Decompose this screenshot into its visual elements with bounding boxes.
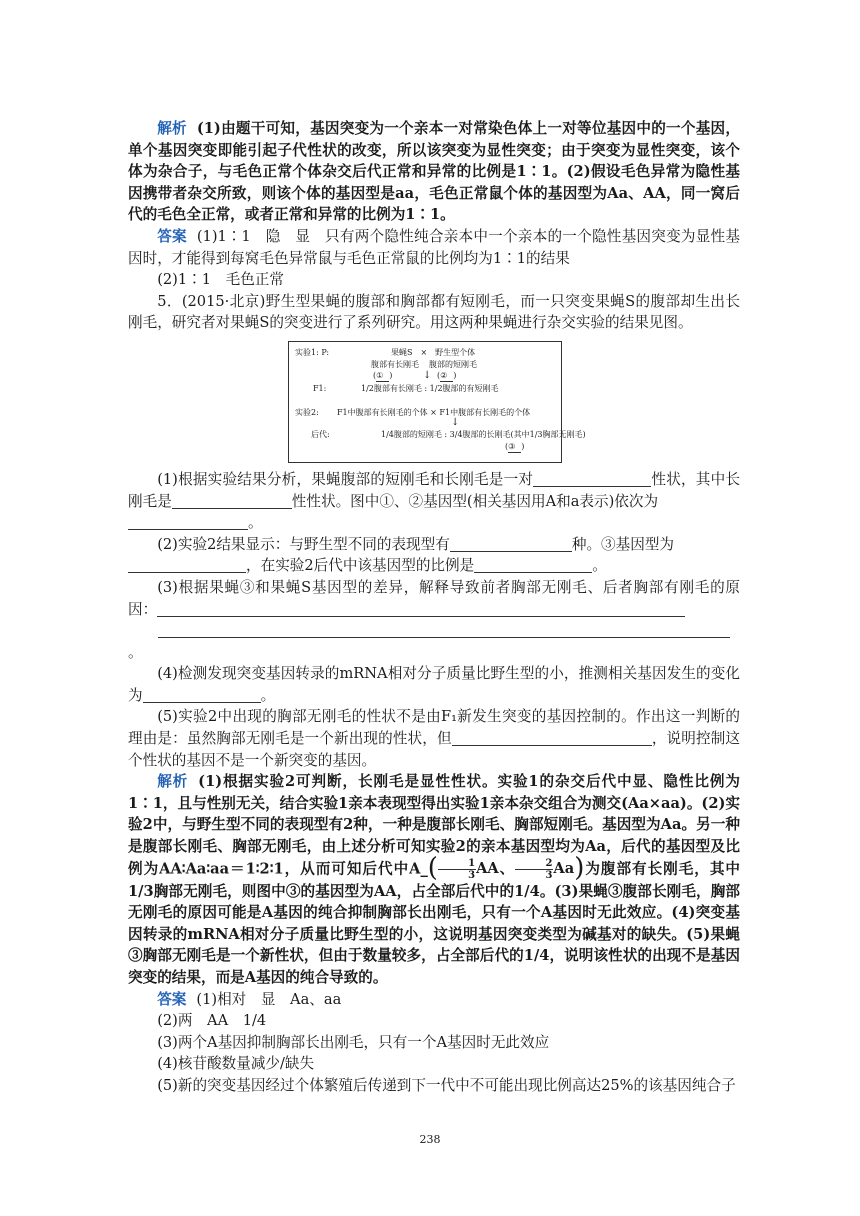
answer-blank[interactable] <box>450 536 572 552</box>
answer-blank[interactable] <box>172 493 292 509</box>
prev-answer-2: (2)1∶1 毛色正常 <box>157 271 284 289</box>
sub-question-2: (2)实验2结果显示：与野生型不同的表现型有 种。③基因型为 ，在实验2后代中该基因型的比例是 。 <box>128 534 740 577</box>
page-content <box>128 118 740 1097</box>
f1-result: 1/2腹部有长刚毛 : 1/2腹部的有短刚毛 <box>361 383 499 393</box>
q5-answer-1: 答案 (1)相对 显 Aa、aa <box>157 990 342 1008</box>
prev-answer-1: 答案 (1)1∶1 隐 显 只有两个隐性纯合亲本中一个亲本的一个隐性基因突变为显性基因时，才能得到每窝毛色异常鼠与毛色正常鼠的比例均为1∶1的结果 <box>128 227 740 267</box>
sub-question-4: (4)检测发现突变基因转录的mRNA相对分子质量比野生型的小，推测相关基因发生的变化为 。 <box>128 665 740 704</box>
exp2-label: 实验2: <box>295 407 319 417</box>
answer-blank[interactable] <box>474 557 592 573</box>
sub-question-5: (5)实验2中出现的胸部无刚毛的性状不是由F₁新发生突变的基因控制的。作出这一判断的理由是：虽然胸部无刚毛是一个新出现的性状，但 ，说明控制这个性状的基因不是一个新突变的基因。 <box>128 708 740 769</box>
exp1-cross: 果蝇S × 野生型个体 <box>391 347 476 357</box>
exp1-parent1: 腹部有长刚毛 <box>371 359 419 369</box>
prev-analysis: 解析 (1)由题干可知，基因突变为一个亲本一对常染色体上一对等位基因中的一个基因，单个基因突变即能引起子代性状的改变，所以该突变为显性突变；由于突变为显性突变，该个体为杂合子，与毛色正常个体杂交后代正常和异常的比例是1∶1。(2)假设毛色异常为隐性基因携带者杂交所致，则该个体的基因型是aa，毛色正常鼠个体的基因型为Aa、AA，同一窝后代的毛色全正常，或者正常和异常的比例为1∶1。 <box>128 120 740 224</box>
analysis-label: 解析 <box>157 773 189 791</box>
answer-blank[interactable] <box>157 601 685 617</box>
blank-circle-1: ① <box>376 371 389 382</box>
sub-question-1: (1)根据实验结果分析，果蝇腹部的短刚毛和长刚毛是一对 性状，其中长刚毛是 性性状。图中①、②基因型(相关基因用A和a表示)依次为 。 <box>128 470 740 532</box>
blank-circle-3: ③ <box>508 442 521 453</box>
arrow-down-icon: ↓ <box>423 369 432 381</box>
answer-blank[interactable] <box>143 687 261 703</box>
exp2-cross: F1中腹部有长刚毛的个体 × F1中腹部有长刚毛的个体 <box>337 407 531 417</box>
cross-experiment-figure: 实验1: P: 果蝇S × 野生型个体 腹部有长刚毛 腹部的短刚毛 (① ) (② ) ↓ F1: 1/2腹部有长刚毛 : 1/2腹部的有短刚毛 实验2: F1中腹部有长刚毛的个体 × F1中腹部有长刚毛的个体 ↓ 后代: 1/4腹部的短刚毛 : 3/4腹部的长刚毛(其中1/3胸部无刚毛) (③ ) <box>288 341 562 463</box>
q5-answer-5: (5)新的突变基因经过个体繁殖后传递到下一代中不可能出现比例高达25%的该基因纯合子 <box>157 1076 736 1094</box>
q5-analysis: 解析 (1)根据实验2可判断，长刚毛是显性性状。实验1的杂交后代中显、隐性比例为1∶1，且与性别无关，结合实验1亲本表现型得出实验1亲本杂交组合为测交(Aa×aa)。(2)实验2中，与野生型不同的表现型有2种，一种是腹部长刚毛、胸部短刚毛。基因型为Aa。另一种是腹部长刚毛、胸部无刚毛，由上述分析可知实验2的亲本基因型均为Aa，后代的基因型及比例为AA∶Aa∶aa＝1∶2∶1，从而可知后代中A_( $\frac{1}{3}$ AA、 $\frac{2}{3}$ Aa)为腹部有长刚毛，其中1/3胸部无刚毛，则图中③的基因型为AA，占全部后代中的1/4。(3)果蝇③腹部长刚毛，胸部无刚毛的原因可能是A基因的纯合抑制胸部长出刚毛，只有一个A基因时无此效应。(4)突变基因转录的mRNA相对分子质量比野生型的小，这说明基因突变类型为碱基对的缺失。(5)果蝇③胸部无刚毛是一个新性状，但由于数量较多，占全部后代的1/4，说明该性状的出现不是基因突变的结果，而是A基因的纯合导致的。 <box>128 773 740 986</box>
answer-blank[interactable] <box>128 514 248 530</box>
f1-label: F1: <box>313 383 327 393</box>
answer-blank[interactable] <box>533 471 651 487</box>
page-number: 238 <box>419 1133 441 1146</box>
answer-blank[interactable] <box>158 622 730 638</box>
blank-circle-2: ② <box>440 371 453 382</box>
q5-answer-2: (2)两 AA 1/4 <box>157 1012 267 1030</box>
arrow-down-icon: ↓ <box>451 416 460 428</box>
answer-label: 答案 <box>157 990 187 1008</box>
offspring-label: 后代: <box>311 429 330 439</box>
genotype-fraction-group: ( $\frac{1}{3}$ AA、 $\frac{2}{3}$ Aa) <box>427 853 585 884</box>
question-5-stem: 5．(2015·北京)野生型果蝇的腹部和胸部都有短刚毛，而一只突变果蝇S的腹部却生出长刚毛，研究者对果蝇S的突变进行了系列研究。用这两种果蝇进行杂交实验的结果见图。 <box>128 292 740 332</box>
exp1-parent2: 腹部的短刚毛 <box>429 359 477 369</box>
sub-question-3: (3)根据果蝇③和果蝇S基因型的差异，解释导致前者胸部无刚毛、后者胸部有刚毛的原因： 。 <box>128 578 740 661</box>
exp2-result: 1/4腹部的短刚毛 : 3/4腹部的长刚毛(其中1/3胸部无刚毛) <box>381 429 586 439</box>
exp1-label: 实验1: P: <box>295 347 330 357</box>
q5-answer-3: (3)两个A基因抑制胸部长出刚毛，只有一个A基因时无此效应 <box>157 1033 550 1051</box>
analysis-label: 解析 <box>157 120 187 137</box>
answer-blank[interactable] <box>452 730 652 746</box>
answer-label: 答案 <box>157 227 187 245</box>
q5-answer-4: (4)核苷酸数量减少/缺失 <box>157 1055 315 1073</box>
answer-blank[interactable] <box>128 557 246 573</box>
